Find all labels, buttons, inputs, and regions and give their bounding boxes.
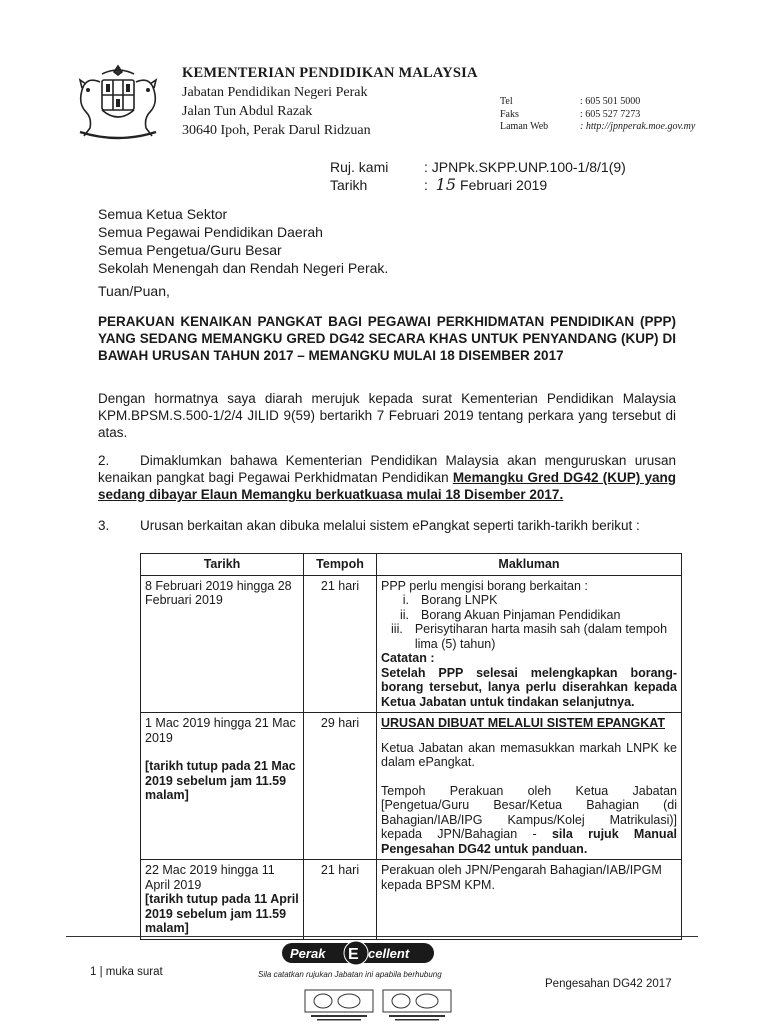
document-list [381,593,677,651]
date-month-year: Februari 2019 [460,177,548,193]
cell-tempoh: 29 hari [304,713,377,860]
salutation: Tuan/Puan, [98,283,170,299]
recipient-line: Semua Ketua Sektor [98,206,228,222]
table-row [141,713,682,860]
letterhead-address [182,64,478,140]
paragraph-1: Dengan hormatnya saya diarah merujuk kepada surat Kementerian Pendidikan Malaysia KPM.BPSM.S.500-1/2/4 JILID 9(59) bertarikh 7 Februari 2019 tentang perkara yang tersebut di atas. [98,391,676,440]
certification-badges-icon [303,988,453,1022]
item-text: Borang Akuan Pinjaman Pendidikan [421,607,621,622]
reference-label: Ruj. kami [330,159,389,175]
cell-text: Tempoh Perakuan oleh Ketua Jabatan [Pengetua/Guru Besar/Ketua Bahagian (di Bahagian/IAB/IPG Kampus/Kolej Matrikulasi)] kepada JPN/Bahagian - [381,783,677,841]
schedule-table [140,553,682,940]
recipient-line: Semua Pengetua/Guru Besar [98,242,282,258]
date-range: 22 Mac 2019 hingga 11 April 2019 [145,863,275,892]
cell-makluman [377,575,682,713]
list-item [381,593,677,608]
contact-label: Tel [500,96,513,107]
recipient-line: Semua Pegawai Pendidikan Daerah [98,224,323,240]
contact-web [500,121,695,134]
item-text: Borang LNPK [421,593,498,607]
reference-value: : JPNPk.SKPP.UNP.100-1/8/1(9) [424,159,626,175]
contact-value: : 605 501 5000 [580,96,641,107]
list-item [381,622,677,651]
paragraph-text: Urusan berkaitan akan dibuka melalui sistem ePangkat seperti tarikh-tarikh berikut : [140,518,640,533]
closing-note: [tarikh tutup pada 21 Mac 2019 sebelum jam 11.59 malam] [145,759,296,802]
cell-paragraph [381,784,677,857]
cell-tempoh: 21 hari [304,860,377,940]
item-text: Perisytiharan harta masih sah (dalam tempoh lima (5) tahun) [414,622,668,651]
table-row [141,575,682,713]
item-number: iii. [391,622,403,636]
malaysia-coat-of-arms-icon [72,62,164,144]
svg-text:Perak: Perak [290,946,326,961]
perak-excellent-logo-icon [282,940,434,966]
contact-label: Faks [500,108,519,120]
cell-intro: PPP perlu mengisi borang berkaitan : [381,578,588,593]
cell-bold-text: sila rujuk Manual Pengesahan DG42 untuk panduan. [381,827,677,856]
reference-row [330,158,626,176]
list-item [381,608,677,623]
cell-tarikh [141,860,304,940]
paragraph-text: Dimaklumkan bahawa Kementerian Pendidikan Malaysia akan menguruskan urusan kenaikan pangkat bagi Pegawai Perkhidmatan Pendidikan [98,453,676,485]
closing-note: [tarikh tutup pada 11 April 2019 sebelum jam 11.59 malam] [145,892,299,935]
date-colon: : [424,177,428,193]
column-header-makluman: Makluman [377,554,682,576]
cell-makluman [377,713,682,860]
contact-fax [500,109,695,122]
contact-value: : 605 527 7273 [580,108,641,120]
footer-divider [66,936,698,937]
handwritten-day: 15 [435,175,457,194]
paragraph-emphasis: Memangku Gred DG42 (KUP) yang sedang dibayar Elaun Memangku berkuatkuasa mulai 18 Disember 2017. [98,470,676,502]
contact-tel [500,96,695,109]
department-name: Jabatan Pendidikan Negeri Perak [182,85,368,100]
recipient-list [98,205,388,277]
svg-text:E: E [348,946,359,963]
paragraph-2 [98,452,676,503]
table-header-row [141,554,682,576]
cell-paragraph: Ketua Jabatan akan memasukkan markah LNPK ke dalam ePangkat. [381,740,677,769]
recipient-line: Sekolah Menengah dan Rendah Negeri Perak. [98,260,389,276]
item-number: ii. [399,607,409,622]
date-label: Tarikh [330,177,368,193]
paragraph-number: 2. [98,453,110,468]
cell-tempoh: 21 hari [304,575,377,713]
cell-heading: URUSAN DIBUAT MELALUI SISTEM EPANGKAT [381,716,666,730]
paragraph-3 [98,517,676,534]
svg-text:cellent: cellent [368,946,410,961]
table-row [141,860,682,940]
city-address: 30640 Ipoh, Perak Darul Ridzuan [182,123,371,138]
column-header-tempoh: Tempoh [304,554,377,576]
catatan-label: Catatan : [381,651,435,665]
cell-tarikh [141,713,304,860]
item-number: i. [402,593,409,607]
street-address: Jalan Tun Abdul Razak [182,104,313,119]
website-link[interactable]: : http://jpnperak.moe.gov.my [580,121,696,132]
date-range: 1 Mac 2019 hingga 21 Mac 2019 [145,716,296,745]
subject-heading: PERAKUAN KENAIKAN PANGKAT BAGI PEGAWAI PERKHIDMATAN PENDIDIKAN (PPP) YANG SEDANG MEMANGKU GRED DG42 SECARA KHAS UNTUK PENYANDANG (KUP) DI BAWAH URUSAN TAHUN 2017 – MEMANGKU MULAI 18 DISEMBER 2017 [98,314,676,363]
reference-block [330,158,626,194]
catatan-text: Setelah PPP selesai melengkapkan borang-borang tersebut, lanya perlu diserahkan kepada Ketua Jabatan untuk tindakan selanjutnya. [381,665,677,709]
document-label: Pengesahan DG42 2017 [545,978,672,990]
cell-tarikh: 8 Februari 2019 hingga 28 Februari 2019 [141,575,304,713]
date-row [330,176,626,194]
ministry-name: KEMENTERIAN PENDIDIKAN MALAYSIA [182,65,478,81]
contact-label: Laman Web [500,121,549,132]
footer-tagline: Sila catatkan rujukan Jabatan ini apabila berhubung [258,970,442,979]
contact-block [500,96,695,134]
page-number: 1 | muka surat [90,966,163,978]
column-header-tarikh: Tarikh [141,554,304,576]
paragraph-number: 3. [98,518,110,533]
cell-makluman: Perakuan oleh JPN/Pengarah Bahagian/IAB/IPGM kepada BPSM KPM. [377,860,682,940]
